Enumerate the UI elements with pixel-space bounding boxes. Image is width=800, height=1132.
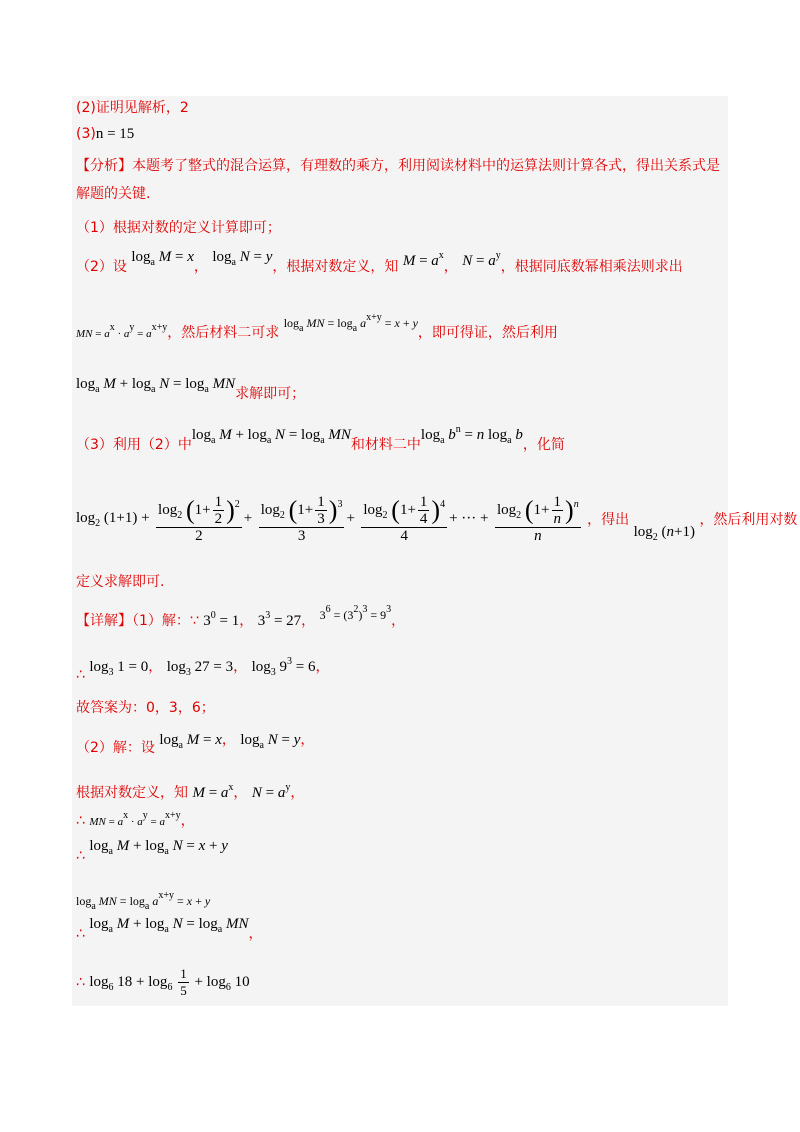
detail-line3: （2）解：设 $\log_a M = x$， $\log_a N = y$， [76,732,315,756]
formula-log-mn: $\log_a$ MN = $\log_a a^{x+y} = x + y$ [283,312,418,334]
formula-mn-product: MN = ax · ay = ax+y [76,322,168,340]
detail-line1: 【详解】（1）解：∵ $3^0 = 1$， $3^3 = 27$， $3^6 = (3^2)^3 = 9^3$， [76,604,406,629]
analysis-line2: 解题的关键. [76,186,151,202]
formula-n-ay: $N = a^y$ [462,250,501,269]
formula-3-6: $3^6 = (3^2)^3 = 9^3$ [319,604,392,622]
formula-log-sum: $\log_a M + \log_a N = \log_a$ MN [76,376,236,395]
detail-label: 【详解】 [76,613,132,629]
formula-log3-27: $\log_3 27 = 3$ [166,659,234,678]
step3-line3: 定义求解即可. [76,574,165,590]
formula-log-mn-2: $\log_a$ MN = $\log_a a^{x+y} = x + y$ [76,890,211,912]
formula-log6: $\log_6 18 + \log_6$ $\frac{1}{5}$ + $\log_6 10$ [89,966,250,998]
formula-log2-n1: $\log_2 (n+1)$ [633,523,695,543]
formula-big-sum: $\log_2 (1+1)$ + $\log_2 (1+$ $\frac{1}{2}$ )$^2$ 2 + $\log_2 (1+$ $\frac{1}{3}$ )$^3$ 3 + $\log_2 (1+$ $\frac{1}{4}$ )$^4$ 4 + ··· + $\log_2 (1+$ $\frac{1}{n}$ )$^n$ n ，得出 $\log_2 (n+1)$ ，然后利用对数 [76,494,798,544]
formula-set-m: $\log_a M = x$ [159,732,222,751]
sum-term-3: $\log_2 (1+$ $\frac{1}{3}$ )$^3$ 3 [260,494,343,544]
step3-line1: （3）利用（2）中$\log_a M + \log_a N = \log_a$ MN和材料二中$\log_a b^n = n$ $\log_a b$，化简 [76,424,565,453]
analysis-label: 【分析】 [76,158,132,174]
formula-log-n-y: $\log_a N = y$ [212,249,273,268]
detail-line8: ∴ $\log_a M + \log_a N = \log_a$ MN， [76,916,263,942]
formula-3-0: $3^0 = 1$ [203,610,240,629]
part3-answer: n = 15 [95,126,135,142]
formula-set-n: $\log_a N = y$ [240,732,301,751]
formula-log-sum-3: $\log_a M + \log_a N = \log_a$ MN [89,916,249,935]
step2-line3: $\log_a M + \log_a N = \log_a$ MN求解即可； [76,376,306,402]
formula-sum-xy: $\log_a M + \log_a N = x + y$ [89,838,228,857]
detail-line4: 根据对数定义，知 $M = a^x$， $N = a^y$， [76,782,305,801]
detail-line9: ∴ $\log_6 18 + \log_6$ $\frac{1}{5}$ + $\log_6 10$ [76,966,250,998]
sum-term-2: $\log_2 (1+$ $\frac{1}{2}$ )$^2$ 2 [158,494,240,544]
part2-heading: (2)证明见解析，2 [76,100,189,116]
step1-line: （1）根据对数的定义计算即可； [76,220,281,236]
formula-log-m-x: $\log_a M = x$ [131,249,194,268]
formula-3-3: $3^3 = 27$ [257,610,302,629]
detail-line2: ∴ $\log_3 1 = 0$， $\log_3 27 = 3$， $\log_3 9^3 = 6$， [76,656,330,683]
detail-line5: ∴ MN = ax · ay = ax+y， [76,810,195,829]
sum-term-n: $\log_2 (1+$ $\frac{1}{n}$ )$^n$ n [496,494,579,544]
formula-log3-1: $\log_3 1 = 0$ [89,659,149,678]
formula-log-sum-2: $\log_a M + \log_a N = \log_a$ MN [191,427,351,446]
formula-m-ax: $M = a^x$ [402,250,444,269]
formula-n-ay-2: $N = a^y$ [251,782,291,801]
answer-line: 故答案为：0，3，6； [76,700,215,716]
step2-line2: MN = ax · ay = ax+y，然后材料二可求 $\log_a$ MN = $\log_a a^{x+y} = x + y$，即可得证，然后利用 [76,312,558,341]
formula-m-ax-2: $M = a^x$ [192,782,234,801]
formula-power-rule: $\log_a b^n = n$ $\log_a b$ [420,424,523,446]
sum-term-4: $\log_2 (1+$ $\frac{1}{4}$ )$^4$ 4 [363,494,446,544]
part3-heading: (3)n = 15 [76,126,135,142]
detail-line7 [76,886,210,917]
formula-mn-2: MN = ax · ay = ax+y [89,810,181,828]
step2-line: （2）设 $\log_a M = x$， $\log_a N = y$，根据对数定义，知 $M = a^x$， $N = a^y$，根据同底数幂相乘法则求出 [76,249,683,275]
formula-log3-9: $\log_3 9^3 = 6$ [251,656,316,678]
detail-line6: ∴ $\log_a M + \log_a N = x + y$ [76,838,228,864]
analysis-line1: 【分析】本题考了整式的混合运算，有理数的乘方，利用阅读材料中的运算法则计算各式，得出关系式是 [76,158,720,174]
